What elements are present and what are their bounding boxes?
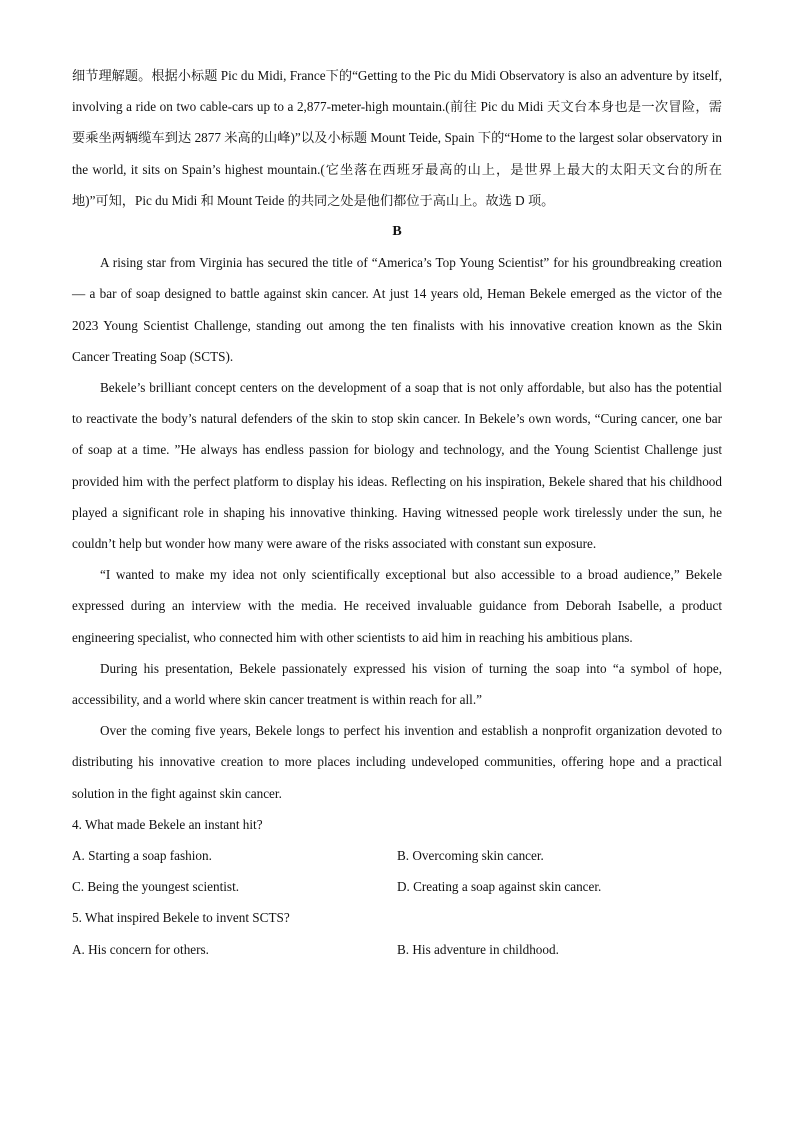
passage-paragraph-3: “I wanted to make my idea not only scientifically exceptional but also accessible to a broad audience,” Bekele expressed during an interview with the media. He received invaluable guidance from Deborah Isabelle, a product engineering specialist, who connected him with other scientists to aid him in reaching his ambitious plans. xyxy=(72,567,722,645)
option-a: A. Starting a soap fashion. xyxy=(72,848,212,864)
question-stem: 5. What inspired Bekele to invent SCTS? xyxy=(72,910,290,926)
explanation-paragraph: 细节理解题。根据小标题 Pic du Midi, France下的“Getting to the Pic du Midi Observatory is also an adventure by itself, involving a ride on two cable-cars up to a 2,877-meter-high mountain.(前往 Pic du Midi 天文台本身也是一次冒险，需要乘坐两辆缆车到达 2877 米高的山峰)”以及小标题 Mount Teide, Spain 下的“Home to the largest solar observatory in the world, it sits on Spain’s highest mountain.(它坐落在西班牙最高的山上，是世界上最大的太阳天文台的所在地)”可知，Pic du Midi 和 Mount Teide 的共同之处是他们都位于高山上。故选 D 项。 xyxy=(72,68,722,208)
question-stem: 4. What made Bekele an instant hit? xyxy=(72,816,263,832)
passage-paragraph-5: Over the coming five years, Bekele longs to perfect his invention and establish a nonprofit organization devoted to distributing his innovative creation to more places including undeveloped communities, offering hope and a practical solution in the fight against skin cancer. xyxy=(72,723,722,801)
options-row xyxy=(72,934,722,965)
option-b: B. His adventure in childhood. xyxy=(397,941,559,957)
option-d: D. Creating a soap against skin cancer. xyxy=(397,879,602,895)
document-page xyxy=(72,60,722,965)
passage-paragraph-1: A rising star from Virginia has secured the title of “America’s Top Young Scientist” for his groundbreaking creation — a bar of soap designed to battle against skin cancer. At just 14 years old, Heman Bekele emerged as the victor of the 2023 Young Scientist Challenge, standing out among the ten finalists with his innovative creation known as the Skin Cancer Treating Soap (SCTS). xyxy=(72,255,722,364)
options-row xyxy=(72,871,722,902)
passage-paragraph-4: During his presentation, Bekele passionately expressed his vision of turning the soap into “a symbol of hope, accessibility, and a world where skin cancer treatment is within reach for all.” xyxy=(72,660,722,708)
option-c: C. Being the youngest scientist. xyxy=(72,879,240,895)
section-label: B xyxy=(392,224,402,240)
question-5 xyxy=(72,902,722,964)
options-row xyxy=(72,840,722,871)
question-4 xyxy=(72,809,722,903)
passage-paragraph-2: Bekele’s brilliant concept centers on the development of a soap that is not only affordable, but also has the potential to reactivate the body’s natural defenders of the skin to stop skin cancer. In Bekele’s own words, “Curing cancer, one bar of soap at a time. ”He always has endless passion for biology and technology, and the Young Scientist Challenge just provided him with the perfect platform to display his ideas. Reflecting on his inspiration, Bekele shared that his childhood played a significant role in shaping his innovative thinking. Having witnessed people work tirelessly under the sun, he couldn’t help but wonder how many were aware of the risks associated with constant sun exposure. xyxy=(72,380,722,552)
option-b: B. Overcoming skin cancer. xyxy=(397,848,544,864)
option-a: A. His concern for others. xyxy=(72,941,209,957)
